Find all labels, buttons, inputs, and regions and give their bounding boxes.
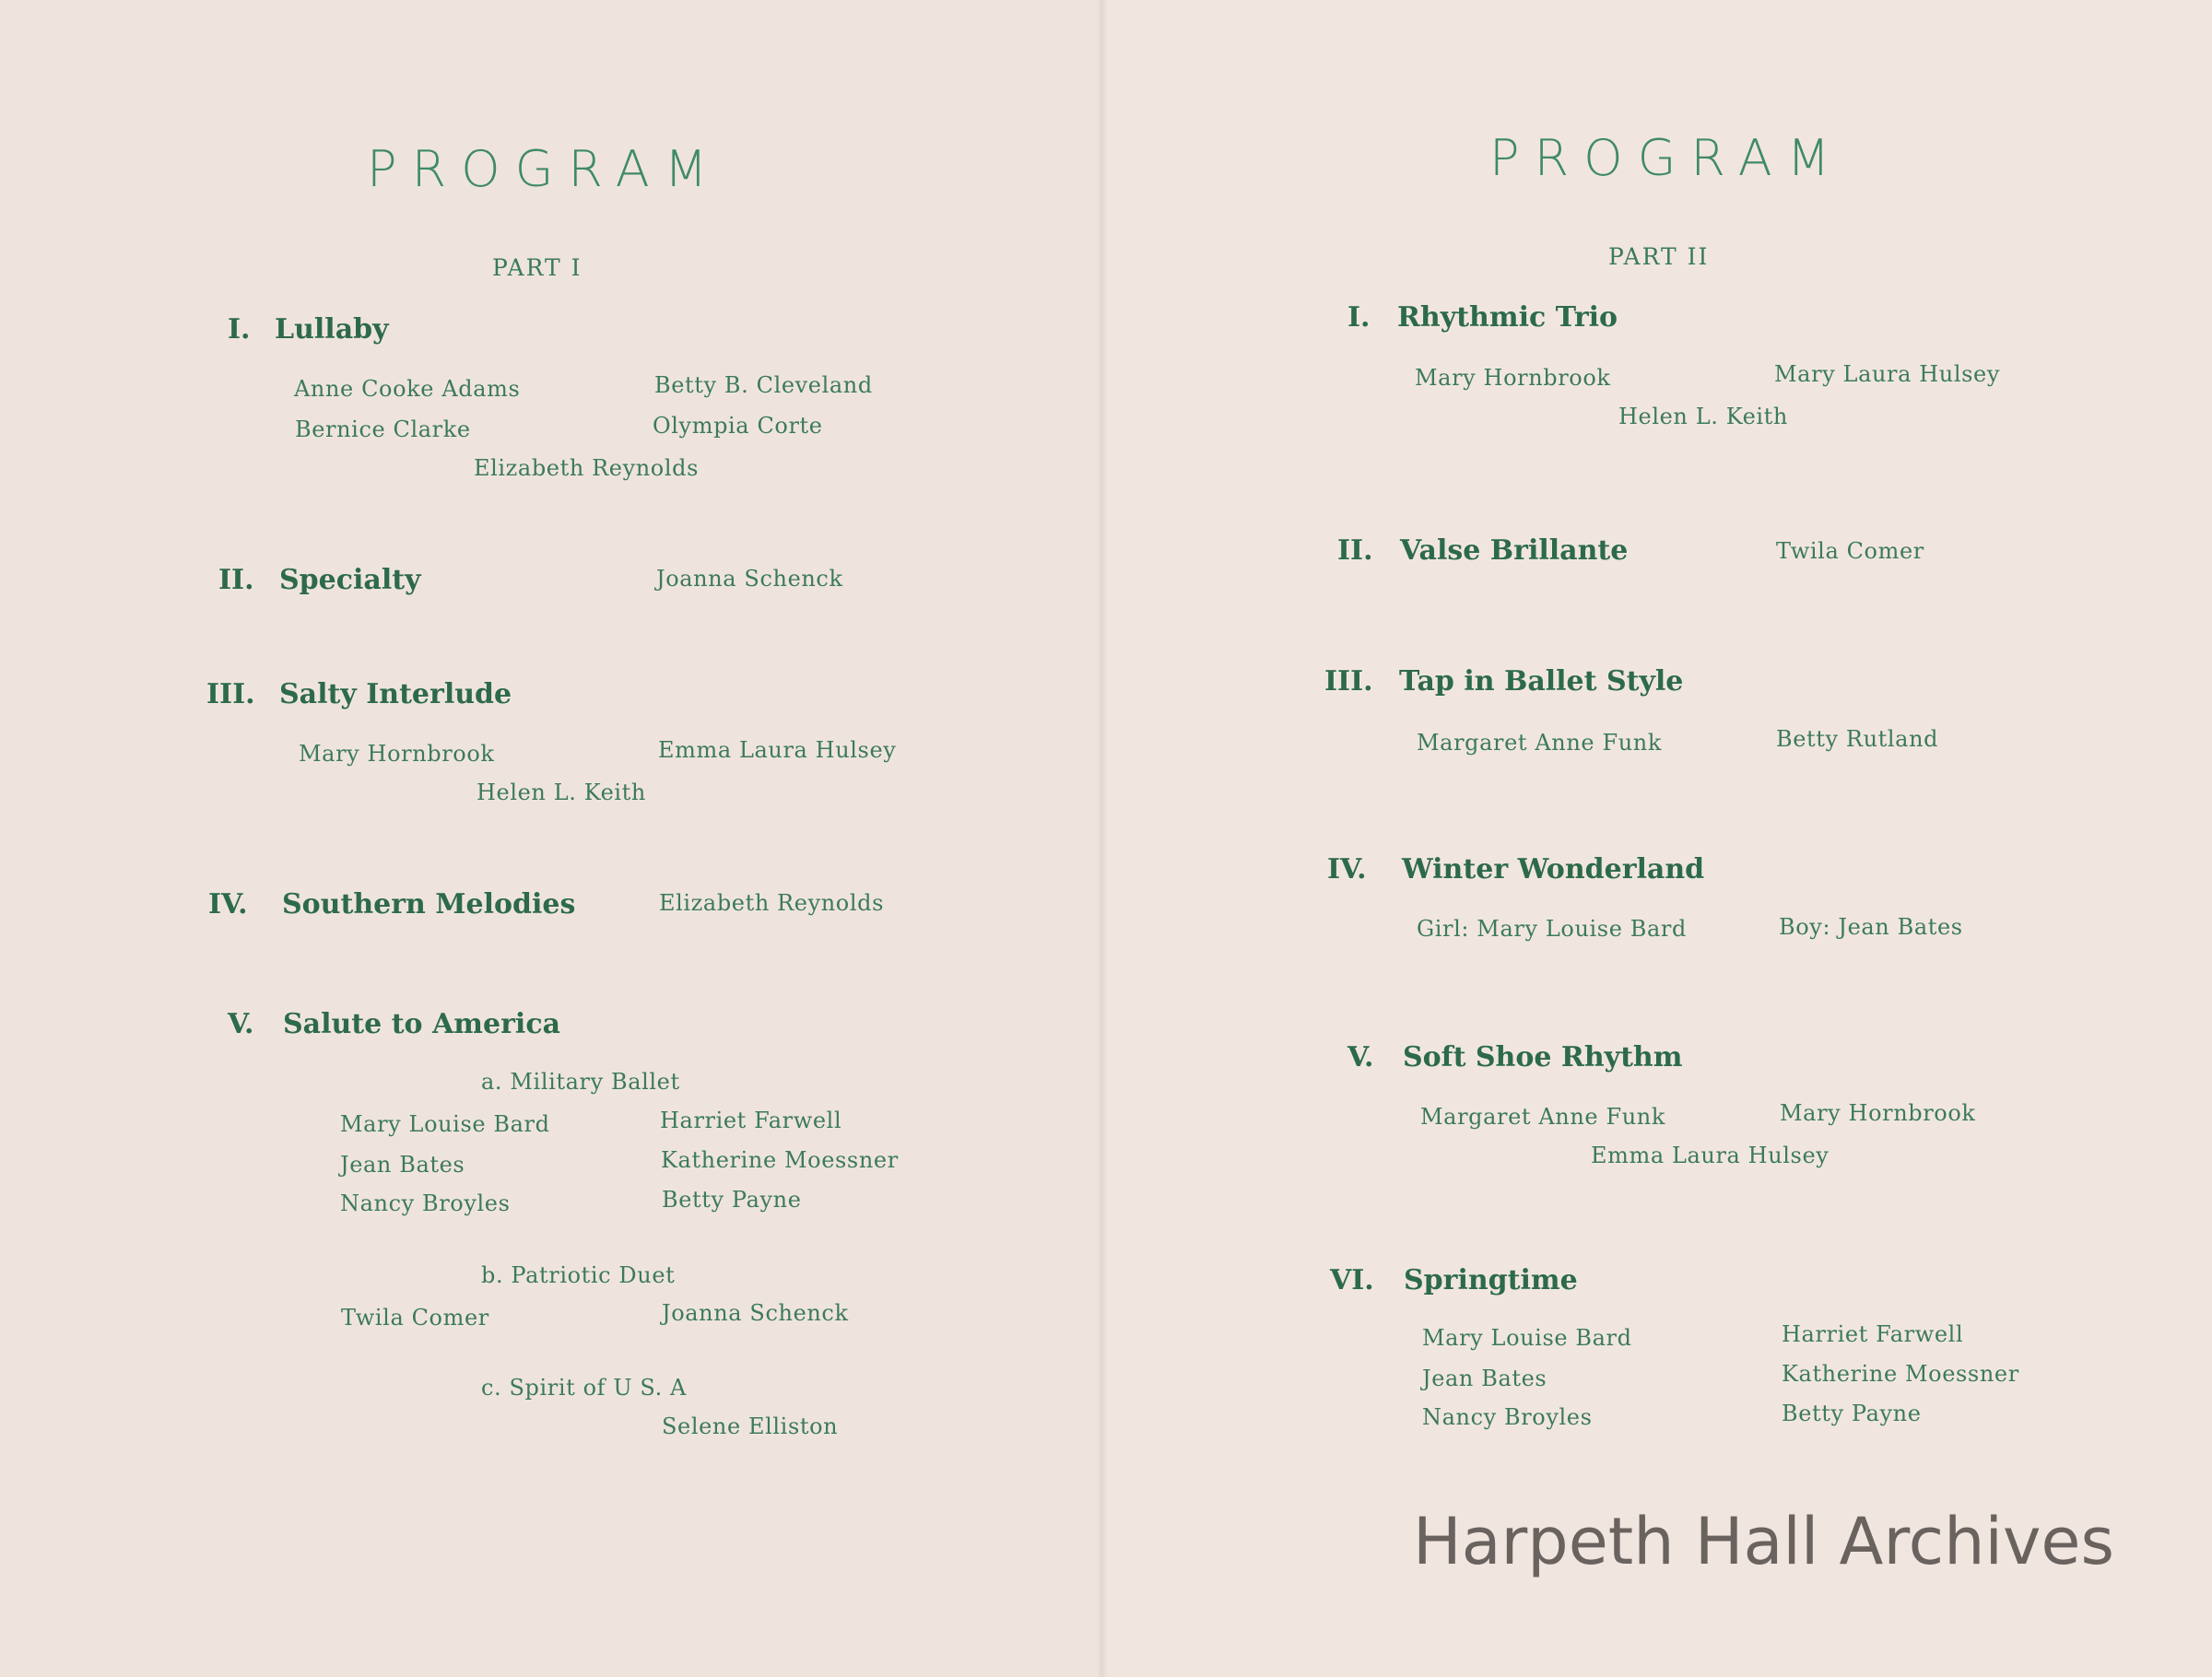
performer-name: Twila Comer [341,1305,489,1331]
performer-name: Boy: Jean Bates [1779,914,1963,940]
act-number: III. [1324,665,1373,698]
center-fold [1097,0,1108,1677]
act-title: Springtime [1404,1264,1578,1296]
performer-name: Joanna Schenck [656,566,843,592]
performer-name: Emma Laura Hulsey [658,737,897,763]
performer-name: Betty Payne [1782,1401,1922,1426]
act-number: IV. [208,888,248,921]
right-page [1102,0,2212,1677]
performer-name: Betty Payne [662,1187,802,1213]
act-title: Valse Brillante [1400,534,1629,567]
performer-name: Helen L. Keith [477,780,646,805]
sub-act-label: a. Military Ballet [481,1069,680,1095]
act-title: Salute to America [283,1008,561,1040]
page-title: PROGRAM [367,140,723,198]
sub-act-label: b. Patriotic Duet [481,1262,676,1288]
part-heading: PART I [492,254,582,281]
act-title: Southern Melodies [282,888,576,921]
part-heading: PART II [1608,243,1710,270]
performer-name: Harriet Farwell [660,1108,842,1133]
act-title: Rhythmic Trio [1397,301,1618,334]
act-number: V. [1347,1041,1374,1073]
performer-name: Betty B. Cleveland [654,372,873,398]
performer-name: Girl: Mary Louise Bard [1417,916,1687,942]
performer-name: Katherine Moessner [661,1147,899,1173]
performer-name: Anne Cooke Adams [294,376,521,402]
performer-name: Elizabeth Reynolds [659,890,885,916]
act-number: I. [228,313,251,346]
act-number: VI. [1330,1264,1374,1296]
performer-name: Mary Hornbrook [1415,365,1611,391]
performer-name: Mary Hornbrook [299,741,495,767]
act-title: Salty Interlude [279,678,512,710]
act-number: I. [1347,301,1371,334]
performer-name: Harriet Farwell [1782,1321,1964,1347]
performer-name: Mary Louise Bard [1422,1325,1632,1351]
act-title: Winter Wonderland [1402,853,1705,885]
left-page [0,0,1102,1677]
performer-name: Mary Laura Hulsey [1774,361,2000,387]
performer-name: Mary Louise Bard [340,1111,550,1137]
performer-name: Twila Comer [1776,538,1924,564]
performer-name: Elizabeth Reynolds [474,455,700,481]
act-number: II. [218,564,254,596]
performer-name: Olympia Corte [653,413,823,439]
act-title: Tap in Ballet Style [1399,665,1684,698]
performer-name: Helen L. Keith [1618,404,1788,429]
performer-name: Jean Bates [340,1152,465,1178]
performer-name: Bernice Clarke [295,416,471,442]
act-number: III. [206,678,255,710]
performer-name: Mary Hornbrook [1780,1100,1976,1126]
act-number: V. [228,1008,254,1040]
sub-act-label: c. Spirit of U S. A [481,1375,687,1401]
performer-name: Selene Elliston [662,1413,839,1439]
performer-name: Emma Laura Hulsey [1591,1143,1830,1168]
act-number: II. [1337,534,1373,567]
act-number: IV. [1327,853,1367,885]
performer-name: Nancy Broyles [340,1190,511,1216]
performer-name: Margaret Anne Funk [1420,1104,1665,1130]
act-title: Soft Shoe Rhythm [1403,1041,1683,1073]
performer-name: Jean Bates [1422,1366,1547,1391]
performer-name: Nancy Broyles [1422,1404,1593,1430]
page-title: PROGRAM [1489,129,1845,187]
act-title: Lullaby [275,313,389,346]
performer-name: Margaret Anne Funk [1417,730,1662,756]
performer-name: Joanna Schenck [662,1300,849,1326]
performer-name: Katherine Moessner [1782,1361,2019,1387]
performer-name: Betty Rutland [1776,726,1939,752]
act-title: Specialty [279,564,421,596]
archive-watermark: Harpeth Hall Archives [1413,1504,2114,1579]
